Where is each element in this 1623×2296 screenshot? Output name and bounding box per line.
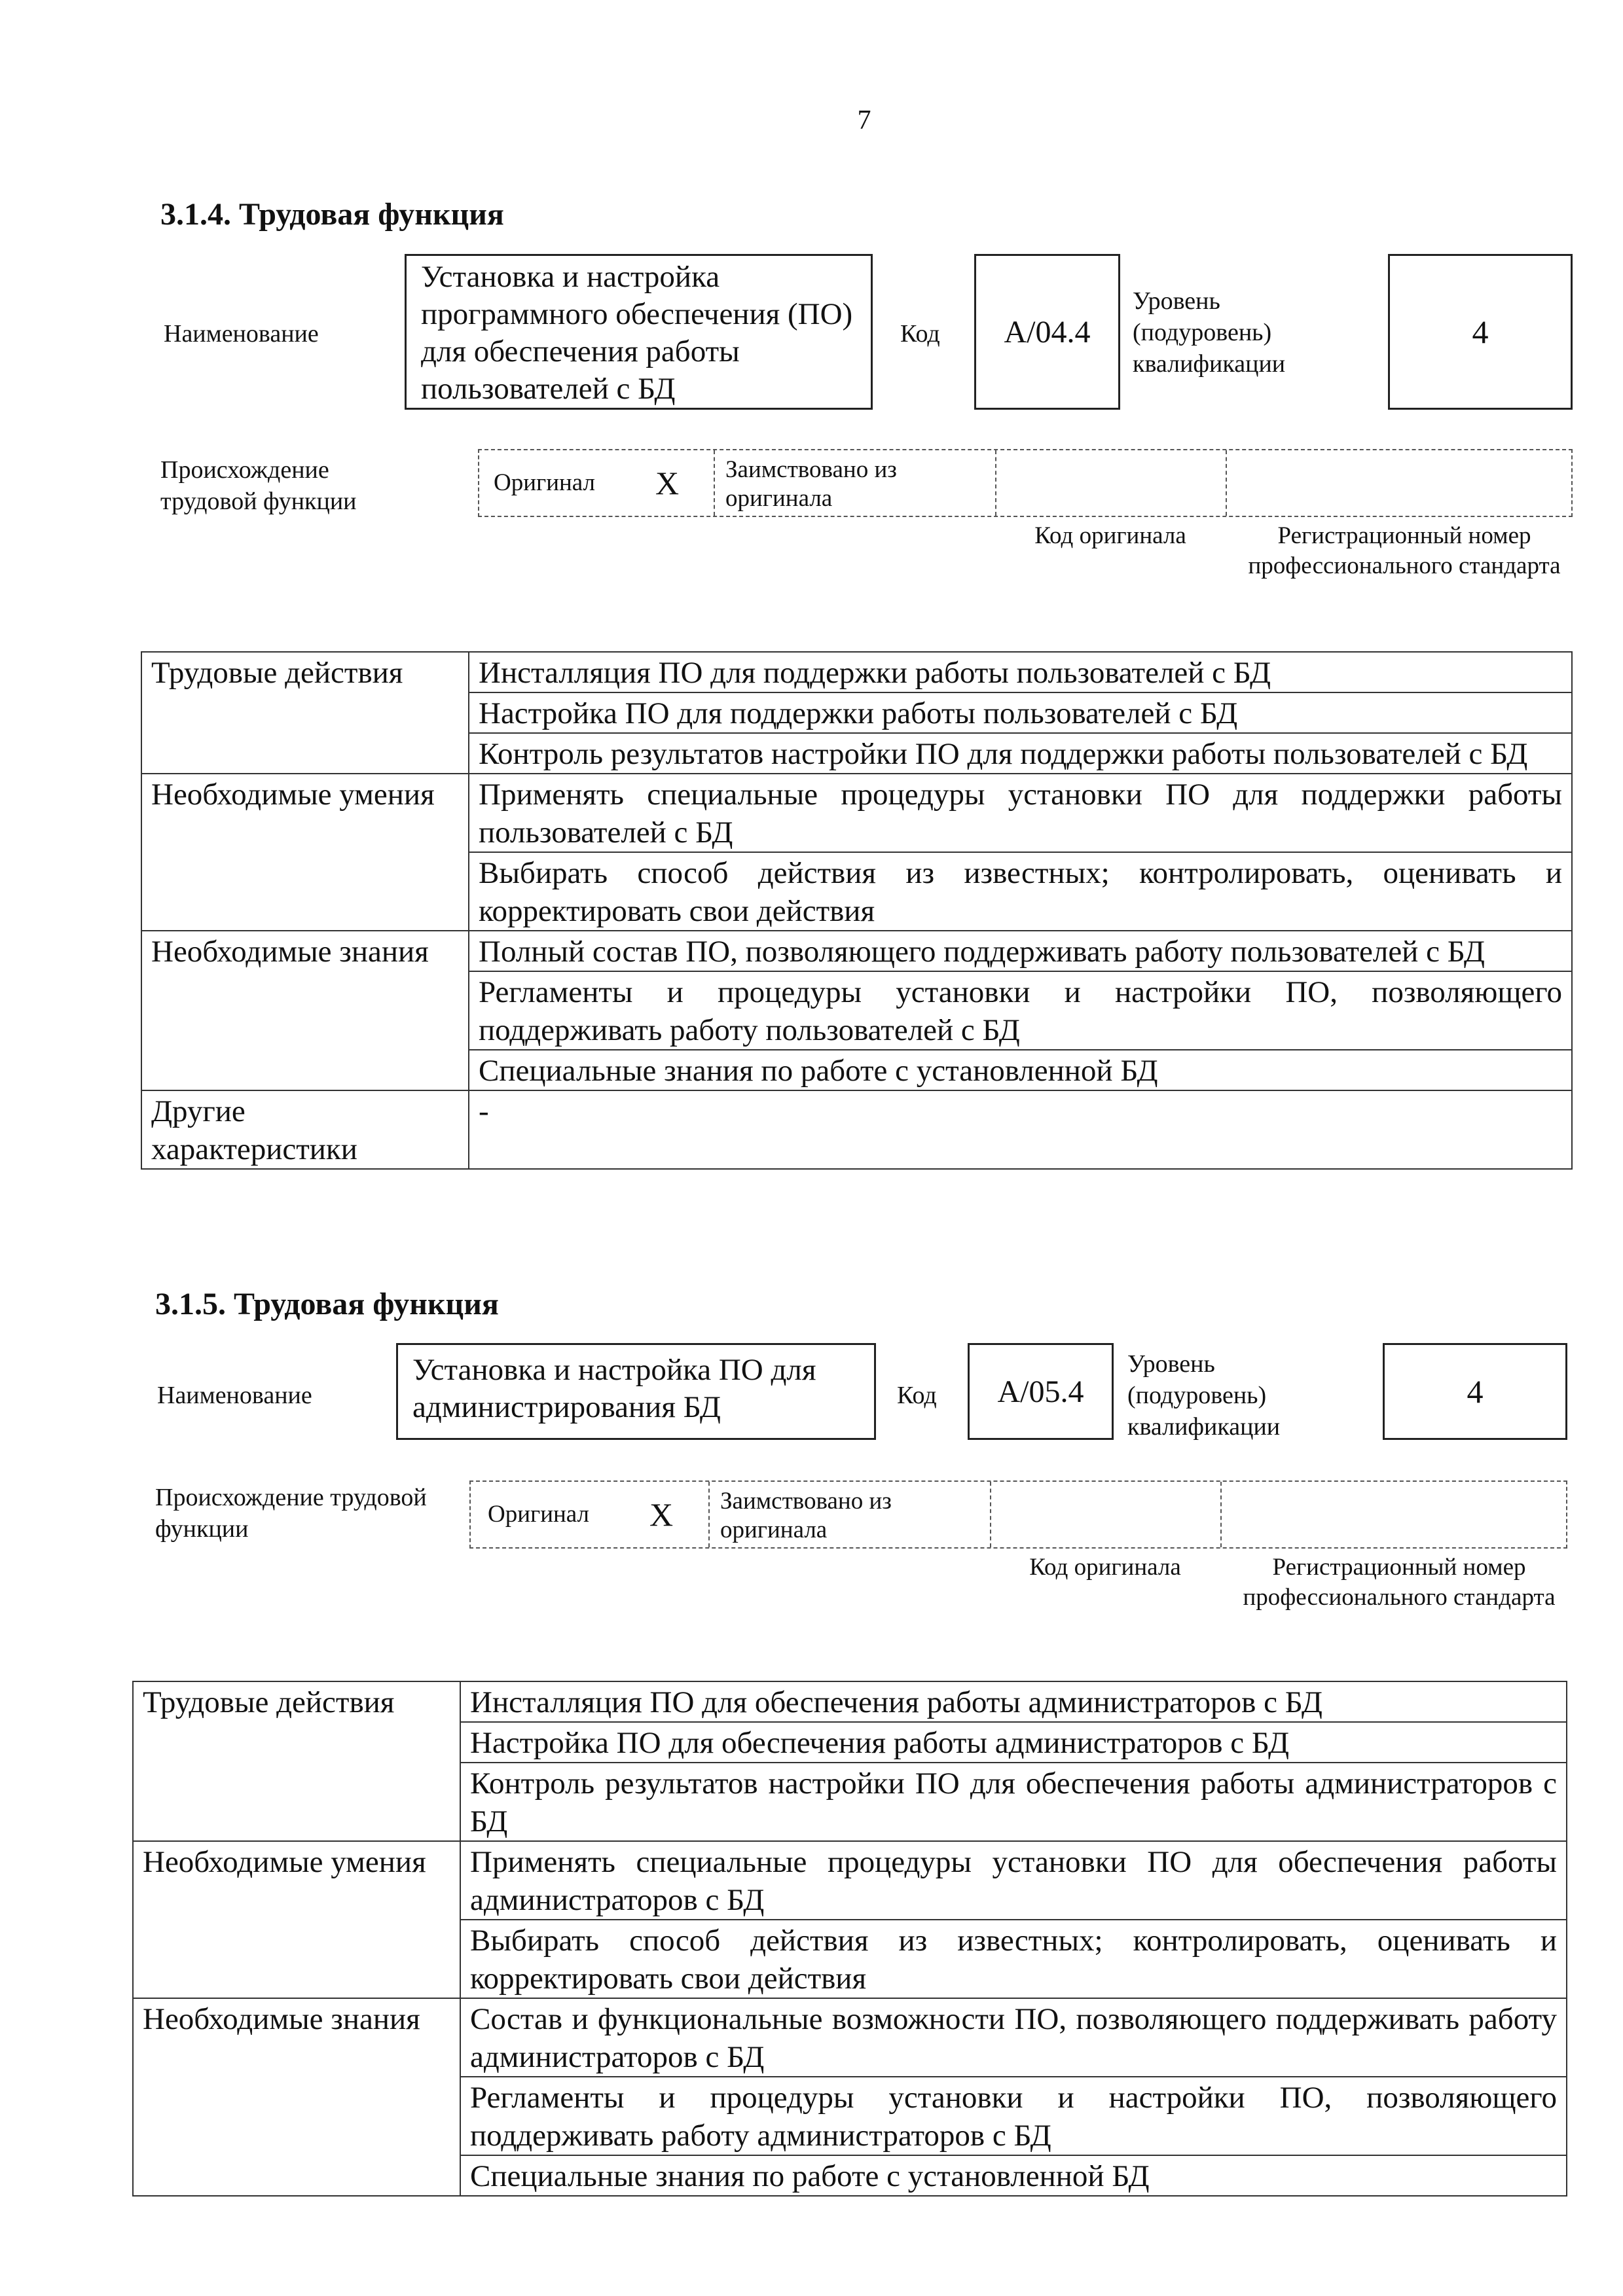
original-label: Оригинал xyxy=(494,469,596,496)
code-label: Код xyxy=(900,320,940,348)
table-cell: Регламенты и процедуры установки и настройки ПО, позволяющего поддерживать работу пользователей с БД xyxy=(469,971,1572,1050)
table-cell: - xyxy=(469,1090,1572,1169)
code-label: Код xyxy=(897,1382,937,1409)
origin-row xyxy=(469,1480,1567,1549)
original-mark: X xyxy=(649,1496,674,1533)
original-code-cell xyxy=(996,450,1227,516)
reg-number-cell xyxy=(1227,450,1571,516)
table-cell: Состав и функциональные возможности ПО, позволяющего поддерживать работу администраторов с БД xyxy=(460,1998,1567,2077)
original-mark: X xyxy=(655,465,680,501)
origin-label: Происхождение трудовой функции xyxy=(155,1484,427,1543)
origin-label: Происхождение трудовой функции xyxy=(160,456,357,515)
reg-number-caption: Регистрационный номер профессионального стандарта xyxy=(1243,1554,1556,1611)
borrowed-label: Заимствовано из оригинала xyxy=(720,1488,892,1543)
level-value: 4 xyxy=(1467,1373,1484,1410)
table-cell: Инсталляция ПО для поддержки работы пользователей с БД xyxy=(469,652,1572,692)
level-value: 4 xyxy=(1472,314,1489,350)
group-label: Необходимые знания xyxy=(141,931,469,1090)
code-value: A/05.4 xyxy=(997,1374,1084,1409)
borrowed-cell xyxy=(710,1482,991,1547)
reg-number-caption: Регистрационный номер профессионального стандарта xyxy=(1248,522,1561,579)
table-row xyxy=(141,1090,1572,1169)
table-row xyxy=(141,931,1572,971)
group-label: Необходимые умения xyxy=(133,1841,460,1998)
original-cell xyxy=(471,1482,710,1547)
original-label: Оригинал xyxy=(488,1501,590,1528)
section-title: 3.1.4. Трудовая функция xyxy=(160,197,504,232)
level-box xyxy=(1383,1343,1567,1440)
table-row xyxy=(133,1681,1567,1722)
code-box xyxy=(974,254,1120,410)
group-label: Трудовые действия xyxy=(141,652,469,774)
function-table xyxy=(141,651,1573,1170)
group-label: Другие характеристики xyxy=(141,1090,469,1169)
table-row xyxy=(133,1841,1567,1920)
function-name: Установка и настройка программного обеспечения (ПО) для обеспечения работы пользователей с БД xyxy=(421,260,853,406)
table-cell: Специальные знания по работе с установленной БД xyxy=(469,1050,1572,1090)
original-code-caption: Код оригинала xyxy=(1034,522,1186,549)
table-cell: Полный состав ПО, позволяющего поддерживать работу пользователей с БД xyxy=(469,931,1572,971)
group-label: Необходимые умения xyxy=(141,774,469,931)
function-table xyxy=(132,1681,1567,2197)
table-cell: Настройка ПО для поддержки работы пользователей с БД xyxy=(469,692,1572,733)
table-row xyxy=(141,652,1572,692)
table-cell: Контроль результатов настройки ПО для обеспечения работы администраторов с БД xyxy=(460,1763,1567,1841)
table-cell: Настройка ПО для обеспечения работы администраторов с БД xyxy=(460,1722,1567,1763)
function-name-box xyxy=(396,1343,876,1440)
table-row xyxy=(141,774,1572,852)
original-cell xyxy=(479,450,715,516)
group-label: Необходимые знания xyxy=(133,1998,460,2196)
table-cell: Инсталляция ПО для обеспечения работы администраторов с БД xyxy=(460,1681,1567,1722)
function-name: Установка и настройка ПО для администрирования БД xyxy=(412,1353,816,1424)
table-cell: Применять специальные процедуры установки ПО для обеспечения работы администраторов с БД xyxy=(460,1841,1567,1920)
section-title: 3.1.5. Трудовая функция xyxy=(155,1287,499,1321)
level-label: Уровень (подуровень) квалификации xyxy=(1133,287,1286,378)
name-label: Наименование xyxy=(164,320,319,348)
code-value: A/04.4 xyxy=(1004,314,1091,350)
borrowed-cell xyxy=(715,450,996,516)
function-name-box xyxy=(405,254,873,410)
table-cell: Выбирать способ действия из известных; контролировать, оценивать и корректировать свои действия xyxy=(460,1920,1567,1998)
level-box xyxy=(1388,254,1573,410)
table-row xyxy=(133,1998,1567,2077)
name-label: Наименование xyxy=(157,1382,312,1409)
code-box xyxy=(968,1343,1114,1440)
level-label: Уровень (подуровень) квалификации xyxy=(1127,1350,1281,1441)
reg-number-cell xyxy=(1222,1482,1566,1547)
table-cell: Регламенты и процедуры установки и настройки ПО, позволяющего поддерживать работу администраторов с БД xyxy=(460,2077,1567,2155)
table-cell: Специальные знания по работе с установленной БД xyxy=(460,2155,1567,2196)
page-number: 7 xyxy=(857,105,871,135)
table-cell: Выбирать способ действия из известных; контролировать, оценивать и корректировать свои действия xyxy=(469,852,1572,931)
table-cell: Применять специальные процедуры установки ПО для поддержки работы пользователей с БД xyxy=(469,774,1572,852)
borrowed-label: Заимствовано из оригинала xyxy=(725,456,897,512)
original-code-caption: Код оригинала xyxy=(1029,1554,1181,1581)
original-code-cell xyxy=(991,1482,1222,1547)
table-cell: Контроль результатов настройки ПО для поддержки работы пользователей с БД xyxy=(469,733,1572,774)
group-label: Трудовые действия xyxy=(133,1681,460,1841)
origin-row xyxy=(478,449,1573,517)
